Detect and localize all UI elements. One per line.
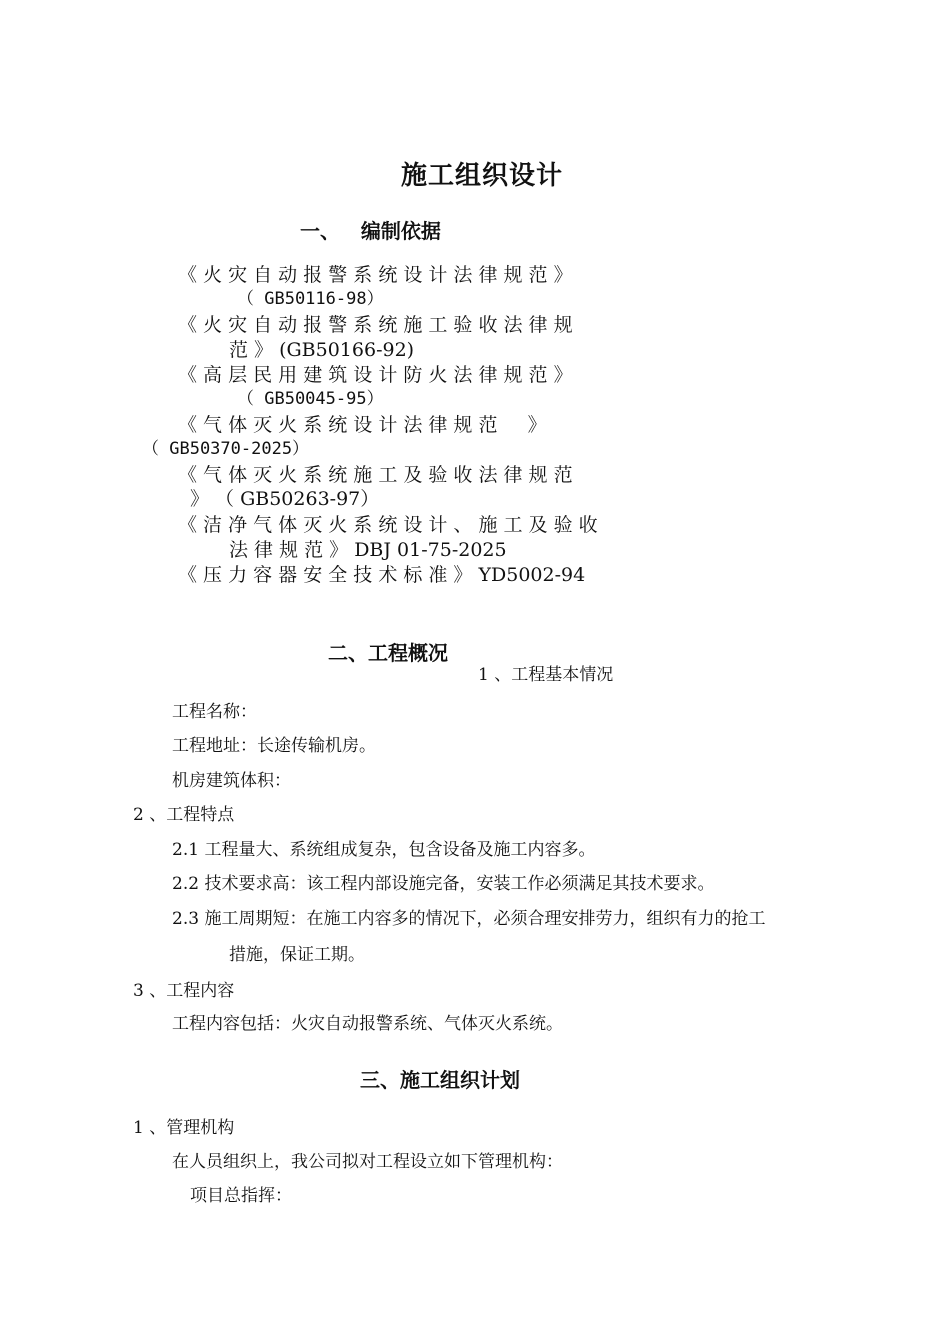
feature-2-3-cont: 措施，保证工期。 [229, 945, 365, 965]
project-address: 工程地址：长途传输机房。 [172, 736, 376, 756]
basis-line-2: （ GB50116-98） [237, 289, 384, 309]
basis-line-3: 《 火 灾 自 动 报 警 系 统 施 工 验 收 法 律 规 [178, 314, 573, 336]
subheading-features: 2 、工程特点 [133, 805, 235, 825]
basis-line-5: 《 高 层 民 用 建 筑 设 计 防 火 法 律 规 范 》 [178, 364, 573, 386]
building-volume: 机房建筑体积： [172, 771, 291, 791]
basis-line-8: （ GB50370-2025） [142, 439, 310, 459]
basis-line-12: 法 律 规 范 》 DBJ 01-75-2025 [229, 539, 507, 561]
management-intro: 在人员组织上，我公司拟对工程设立如下管理机构： [172, 1152, 563, 1172]
section-heading-plan: 三、施工组织计划 [360, 1068, 520, 1092]
project-commander: 项目总指挥： [190, 1186, 292, 1206]
basis-line-6: （ GB50045-95） [237, 389, 384, 409]
basis-line-1: 《 火 灾 自 动 报 警 系 统 设 计 法 律 规 范 》 [178, 264, 573, 286]
subheading-management: 1 、管理机构 [133, 1118, 235, 1138]
project-name: 工程名称： [172, 702, 257, 722]
section-heading-basis: 一、 编制依据 [300, 219, 441, 243]
basis-line-10: 》 （ GB50263-97） [190, 488, 380, 510]
subheading-content: 3 、工程内容 [133, 981, 235, 1001]
feature-2-1: 2.1 工程量大、系统组成复杂，包含设备及施工内容多。 [172, 840, 596, 860]
basis-line-7: 《 气 体 灭 火 系 统 设 计 法 律 规 范 》 [178, 414, 547, 436]
basis-line-9: 《 气 体 灭 火 系 统 施 工 及 验 收 法 律 规 范 [178, 464, 573, 486]
project-content: 工程内容包括：火灾自动报警系统、气体灭火系统。 [172, 1014, 563, 1034]
section-heading-overview: 二、工程概况 [328, 641, 448, 665]
subheading-basic-info: 1 、工程基本情况 [478, 665, 614, 685]
basis-line-11: 《 洁 净 气 体 灭 火 系 统 设 计 、 施 工 及 验 收 [178, 514, 598, 536]
basis-line-13: 《 压 力 容 器 安 全 技 术 标 准 》 YD5002-94 [178, 564, 586, 586]
feature-2-3: 2.3 施工周期短：在施工内容多的情况下，必须合理安排劳力，组织有力的抢工 [172, 909, 766, 929]
feature-2-2: 2.2 技术要求高：该工程内部设施完备，安装工作必须满足其技术要求。 [172, 874, 715, 894]
page-title: 施工组织设计 [401, 161, 564, 191]
basis-line-4: 范 》 (GB50166-92) [229, 339, 415, 361]
